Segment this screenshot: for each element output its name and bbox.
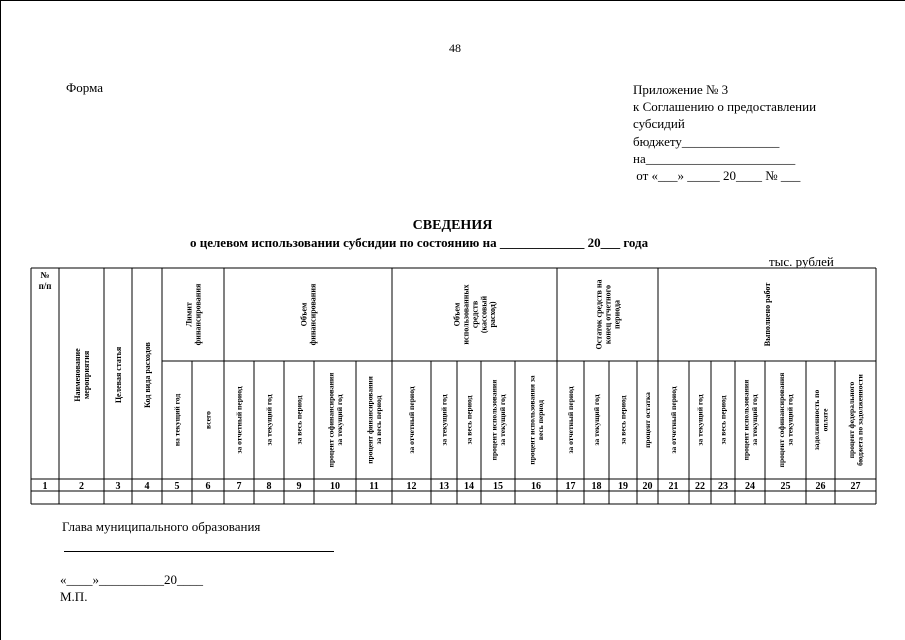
header-text-line: всего xyxy=(203,411,213,429)
head-signature-label: Глава муниципального образования xyxy=(62,519,261,534)
column-number: 26 xyxy=(815,481,826,492)
col-header-23 xyxy=(719,395,728,444)
header-text-line: за текущий год xyxy=(592,394,602,446)
column-number: 5 xyxy=(174,481,180,492)
appendix-line: на_______________________ xyxy=(633,150,796,166)
col-header-13 xyxy=(440,394,449,445)
column-number: 25 xyxy=(780,481,791,492)
col-header-9 xyxy=(295,395,304,444)
header-text-line: за весь период xyxy=(464,395,474,445)
header-text-line: за отчетный период xyxy=(669,386,679,454)
col-header-6 xyxy=(204,411,213,429)
header-text-line: Выполнено работ xyxy=(762,282,772,347)
header-text-line: за весь период xyxy=(718,395,728,445)
header-text-line: за отчетный период xyxy=(566,386,576,454)
column-number: 22 xyxy=(695,481,705,492)
col-header-20 xyxy=(643,392,652,448)
col-header-25 xyxy=(777,373,794,468)
header-text-line: весь период xyxy=(535,399,545,441)
header-text-line: Объем xyxy=(299,302,309,327)
header-text-line: мероприятия xyxy=(81,350,91,400)
col-header-15 xyxy=(489,380,506,461)
header-text-line: оплате xyxy=(820,408,830,432)
group-header-remainder xyxy=(594,280,621,350)
column-number: 3 xyxy=(115,481,121,492)
header-text-line: периода xyxy=(612,299,622,330)
appendix-line: от «___» _____ 20____ № ___ xyxy=(633,168,801,184)
col-header-21 xyxy=(669,386,678,453)
header-text-line: за текущий год xyxy=(695,394,705,446)
col-header-19 xyxy=(619,395,628,444)
page-number: 48 xyxy=(449,41,461,55)
appendix-line: к Соглашению о предоставлении xyxy=(633,99,817,115)
appendix-line: бюджету_______________ xyxy=(633,133,780,149)
appendix-line: субсидий xyxy=(633,116,685,132)
column-number: 18 xyxy=(591,481,602,492)
header-text-line: Код вида расходов xyxy=(142,342,152,408)
column-number: 21 xyxy=(668,481,679,492)
signature-line xyxy=(64,551,334,552)
header-text-line: процент финансирования xyxy=(365,376,375,464)
header-text-line: конец отчетного xyxy=(603,284,613,345)
col-header-27 xyxy=(847,373,864,465)
col-header-10 xyxy=(326,373,343,468)
col-header-8 xyxy=(265,394,274,445)
column-number: 4 xyxy=(144,481,150,492)
header-text-line: (кассовый xyxy=(479,295,489,334)
column-number: 20 xyxy=(642,481,653,492)
column-number: 9 xyxy=(296,481,302,492)
date-line: «____»__________20____ xyxy=(60,572,203,587)
column-number: 2 xyxy=(79,481,84,492)
header-text-line: задолженность по xyxy=(811,389,821,451)
header-text-line: процент остатка xyxy=(643,392,653,448)
header-text-line: финансирования xyxy=(193,283,203,346)
column-number: 13 xyxy=(439,481,449,492)
header-text-line: финансирования xyxy=(308,283,318,346)
header-text-line: Объем xyxy=(452,302,462,327)
column-number: 12 xyxy=(406,481,417,492)
header-text-line: процент использования xyxy=(489,379,499,461)
header-text-line: использованных xyxy=(461,284,471,345)
col-header-12 xyxy=(407,386,416,453)
appendix-line: Приложение № 3 xyxy=(633,82,729,97)
column-number: 17 xyxy=(565,481,576,492)
document-title: СВЕДЕНИЯ xyxy=(412,218,493,233)
col-header-3 xyxy=(114,346,123,403)
column-number: 6 xyxy=(205,481,211,492)
column-number: 23 xyxy=(718,481,728,492)
header-text-line: средств xyxy=(470,300,480,329)
column-number: 27 xyxy=(850,481,861,492)
header-text-line: процент использования за xyxy=(527,375,537,465)
column-number: 24 xyxy=(745,481,755,492)
col-header-26 xyxy=(812,390,829,451)
num-header: № xyxy=(40,270,50,280)
column-number: 19 xyxy=(618,481,628,492)
header-text-line: за весь период xyxy=(618,395,628,445)
column-number: 11 xyxy=(369,481,379,492)
col-header-22 xyxy=(696,394,705,445)
col-header-5 xyxy=(173,394,182,447)
header-text-line: за текущий год xyxy=(439,394,449,446)
header-text-line: на текущий год xyxy=(172,393,182,447)
header-text-line: процент софинансирования xyxy=(326,372,336,468)
col-header-2 xyxy=(73,348,91,402)
header-text-line: за текущий год xyxy=(264,394,274,446)
seal-label: М.П. xyxy=(60,589,88,604)
header-text-line: за отчетный период xyxy=(407,386,417,454)
column-number: 7 xyxy=(236,481,242,492)
header-text-line: за весь период xyxy=(294,395,304,445)
col-header-17 xyxy=(566,386,575,453)
column-number: 14 xyxy=(464,481,474,492)
header-text-line: процент использования xyxy=(741,379,751,461)
col-header-4 xyxy=(143,341,152,407)
col-header-7 xyxy=(235,386,244,453)
group-header-done xyxy=(763,283,772,347)
units-label: тыс. рублей xyxy=(769,254,834,269)
col-header-14 xyxy=(465,395,474,444)
column-number: 15 xyxy=(493,481,503,492)
col-header-18 xyxy=(592,394,601,445)
column-number: 1 xyxy=(42,481,48,492)
column-number: 8 xyxy=(266,481,272,492)
num-header: п/п xyxy=(38,281,52,291)
header-text-line: за весь период xyxy=(373,395,383,445)
col-header-16 xyxy=(527,375,544,464)
header-text-line: Наименование xyxy=(72,348,82,402)
header-text-line: расход) xyxy=(488,301,498,328)
header-text-line: процент федерального xyxy=(846,381,856,459)
column-number: 10 xyxy=(330,481,340,492)
group-header-volume xyxy=(299,283,317,345)
header-text-line: за текущий год xyxy=(785,394,795,446)
header-text-line: процент софинансирования xyxy=(776,372,786,468)
document-subtitle: о целевом использовании субсидии по состоянию на _____________ 20___ года xyxy=(190,235,649,250)
header-text-line: за текущий год xyxy=(334,394,344,446)
col-header-11 xyxy=(365,376,382,464)
group-header-limit xyxy=(184,283,202,345)
header-text-line: Остаток средств на xyxy=(594,279,604,350)
form-label: Форма xyxy=(66,80,103,95)
header-text-line: бюджета по задолженности xyxy=(855,374,865,466)
group-header-spent xyxy=(452,284,497,344)
header-text-line: за отчетный период xyxy=(234,386,244,454)
header-text-line: за текущий год xyxy=(497,394,507,446)
header-text-line: за текущий год xyxy=(749,394,759,446)
column-number: 16 xyxy=(531,481,541,492)
col-header-24 xyxy=(741,380,758,461)
header-text-line: Лимит xyxy=(184,302,194,327)
header-text-line: Целевая статья xyxy=(113,346,123,404)
